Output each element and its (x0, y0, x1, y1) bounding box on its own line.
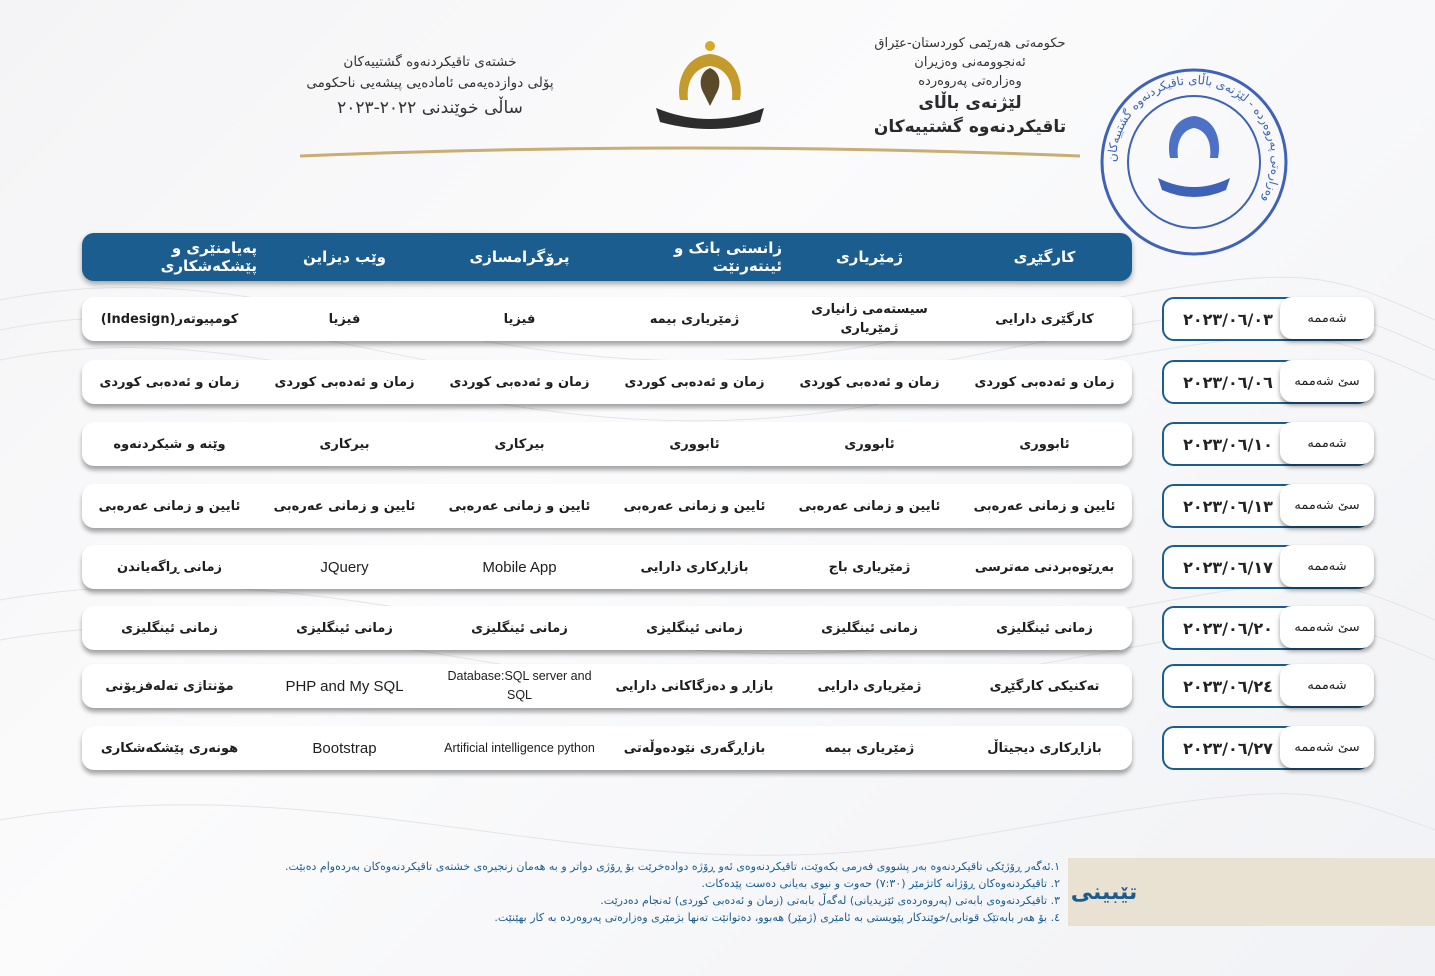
seal-text: وەزارەتی پەروەردە - لێژنەی باڵای تاقیکردنەوە گشتییەکان (1104, 72, 1284, 206)
exam-date: ٢٠٢٣/٠٦/٠٣ (1183, 309, 1273, 329)
council-line: ئەنجوومەنی وەزیران (914, 55, 1026, 70)
cell: زمان و ئەدەبی کوردی (449, 374, 590, 390)
date-pill (1162, 664, 1370, 708)
cell: ئایین و زمانی عەرەبی (973, 498, 1116, 514)
cell: بیرکاری (319, 436, 370, 452)
exam-day: شەممە (1280, 297, 1374, 339)
date-pill (1162, 484, 1370, 528)
gold-divider (300, 146, 1080, 164)
grade-line: پۆلی دوازدەیەمی ئامادەیی پیشەیی ناحکومی (306, 75, 554, 91)
col-header-journalism: پەیامنێری و پێشکەشکاری (160, 239, 257, 275)
cell: Mobile App (482, 558, 557, 576)
ministry-line: وەزارەتی پەروەردە (918, 74, 1022, 89)
cell: زمان و ئەدەبی کوردی (274, 374, 415, 390)
cell: کارگێری دارایی (995, 311, 1094, 327)
date-pill (1162, 545, 1370, 589)
schedule-row (82, 545, 1132, 589)
note-item: ١.ئەگەر ڕۆژێکی تاقیکردنەوە بەر پشووی فەرمی بکەوێت، تاقیکردنەوەی ئەو ڕۆژە دوادەخرێت بۆ ڕۆژی دواتر و بە هەمان زنجیرەی خشتەی تاقیکردنەوەکان بەردەوام دەبێت. (285, 860, 1060, 873)
cell: کومپیوتەر(Indesign) (100, 311, 239, 327)
government-line: حکومەتی هەرێمی کوردستان-عێراق (874, 36, 1066, 51)
ministry-header (850, 34, 1090, 139)
note-item: ٤. بۆ هەر بابەتێک قوتابی/خوێندکار پێویستی بە ئامێری (ژمێر) هەبوو، دەتوانێت تەنها بژمێری وەزارەتی پەروەردە بە کار بهێنێت. (494, 911, 1060, 924)
notes-list (100, 858, 1060, 926)
date-pill (1162, 606, 1370, 650)
date-pill (1162, 297, 1370, 341)
cell: ئایین و زمانی عەرەبی (623, 498, 766, 514)
cell: بازاڕکاری دیجیتاڵ (987, 740, 1102, 756)
cell: ئابووری (1019, 436, 1070, 452)
schedule-row (82, 726, 1132, 770)
cell: ژمێریاری بیمە (824, 740, 915, 756)
notes-title: تێبینی (1070, 879, 1138, 905)
schedule-row (82, 606, 1132, 650)
ministry-seal-stamp (1098, 66, 1290, 258)
schedule-row (82, 664, 1132, 708)
cell: ژمێریاری بیمە (649, 311, 740, 327)
exam-day: شەممە (1280, 664, 1374, 706)
cell: PHP and My SQL (285, 677, 404, 695)
col-header-management: کارگێڕی (1013, 248, 1076, 266)
cell: تەکنیکی کارگێڕی (989, 678, 1100, 694)
date-pill (1162, 726, 1370, 770)
cell: ئابووری (844, 436, 895, 452)
schedule-row (82, 297, 1132, 341)
col-header-web-design: وێب دیزاین (303, 248, 386, 266)
committee-line: لێژنەی باڵای (918, 93, 1022, 113)
col-header-programming: پرۆگرامسازی (469, 248, 570, 266)
cell: وێنە و شیکردنەوە (113, 436, 226, 452)
cell: زمان و ئەدەبی کوردی (99, 374, 240, 390)
cell: سیستەمی زانیاری ژمێریاری (811, 302, 928, 336)
cell: ئابووری (669, 436, 720, 452)
schedule-header (270, 52, 590, 122)
col-header-banking: زانستی بانک و ئینتەرنێت (674, 239, 782, 275)
cell: بازاڕ و دەزگاکانی دارایی (615, 678, 774, 694)
exam-date: ٢٠٢٣/٠٦/٠٦ (1183, 372, 1273, 392)
cell: Artificial intelligence python (444, 740, 595, 755)
cell: ئایین و زمانی عەرەبی (98, 498, 241, 514)
cell: زمانی ئینگلیزی (646, 620, 743, 636)
notes-box (1068, 858, 1435, 926)
cell: زمان و ئەدەبی کوردی (974, 374, 1115, 390)
exam-date: ٢٠٢٣/٠٦/٢٤ (1183, 676, 1273, 696)
cell: زمانی ڕاگەیاندن (117, 559, 222, 575)
cell: بەڕێوەبردنی مەترسی (974, 559, 1115, 575)
cell: ئایین و زمانی عەرەبی (448, 498, 591, 514)
cell: فیزیا (503, 311, 536, 327)
schedule-row (82, 360, 1132, 404)
cell: ژمێریاری باج (828, 559, 911, 575)
schedule-title: خشتەی تاقیکردنەوە گشتییەکان (343, 54, 517, 70)
exam-day: سێ شەممە (1280, 360, 1374, 402)
note-item: ٢. تاقیکردنەوەکان ڕۆژانە کاتژمێر (٧:٣٠) حەوت و نیوی بەیانی دەست پێدەکات. (701, 877, 1060, 890)
kurdistan-emblem-logo (648, 36, 772, 132)
cell: فیزیا (328, 311, 361, 327)
exam-date: ٢٠٢٣/٠٦/٢٧ (1183, 738, 1273, 758)
exam-date: ٢٠٢٣/٠٦/٢٠ (1183, 618, 1273, 638)
cell: Bootstrap (312, 739, 377, 757)
cell: بازاڕگەری نێودەوڵەتی (623, 740, 766, 756)
exam-day: شەممە (1280, 545, 1374, 587)
col-header-accounting: ژمێریاری (835, 248, 904, 266)
cell: بازاڕکاری دارایی (640, 559, 749, 575)
exam-day: سێ شەممە (1280, 484, 1374, 526)
exam-date: ٢٠٢٣/٠٦/١٧ (1183, 557, 1273, 577)
cell: زمانی ئینگلیزی (296, 620, 393, 636)
cell: هونەری پێشکەشکاری (100, 740, 239, 756)
schedule-row (82, 484, 1132, 528)
cell: ژمێریاری دارایی (817, 678, 922, 694)
cell: ئایین و زمانی عەرەبی (798, 498, 941, 514)
cell: زمانی ئینگلیزی (821, 620, 918, 636)
exams-line: تاقیکردنەوە گشتییەکان (873, 117, 1067, 137)
exam-day: سێ شەممە (1280, 606, 1374, 648)
exam-day: سێ شەممە (1280, 726, 1374, 768)
cell: زمان و ئەدەبی کوردی (799, 374, 940, 390)
cell: زمانی ئینگلیزی (121, 620, 218, 636)
cell: مۆنتاژی تەلەفزیۆنی (105, 678, 234, 694)
exam-date: ٢٠٢٣/٠٦/١٣ (1183, 496, 1273, 516)
cell: بیرکاری (494, 436, 545, 452)
exam-date: ٢٠٢٣/٠٦/١٠ (1183, 434, 1273, 454)
academic-year: ساڵی خوێندنی ٢٠٢٢-٢٠٢٣ (337, 98, 523, 118)
exam-day: شەممە (1280, 422, 1374, 464)
cell: JQuery (320, 558, 369, 576)
cell: زمانی ئینگلیزی (471, 620, 568, 636)
cell: زمان و ئەدەبی کوردی (624, 374, 765, 390)
date-pill (1162, 422, 1370, 466)
schedule-row (82, 422, 1132, 466)
column-header-bar (82, 233, 1132, 281)
cell: Database:SQL server and SQL (447, 669, 592, 702)
date-pill (1162, 360, 1370, 404)
cell: ئایین و زمانی عەرەبی (273, 498, 416, 514)
cell: زمانی ئینگلیزی (996, 620, 1093, 636)
note-item: ٣. تاقیکردنەوەی بابەتی (پەروەردەی ئێزیدیانی) لەگەڵ بابەتی (زمان و ئەدەبی کوردی) ئەنجام دەدرێت. (600, 894, 1060, 907)
